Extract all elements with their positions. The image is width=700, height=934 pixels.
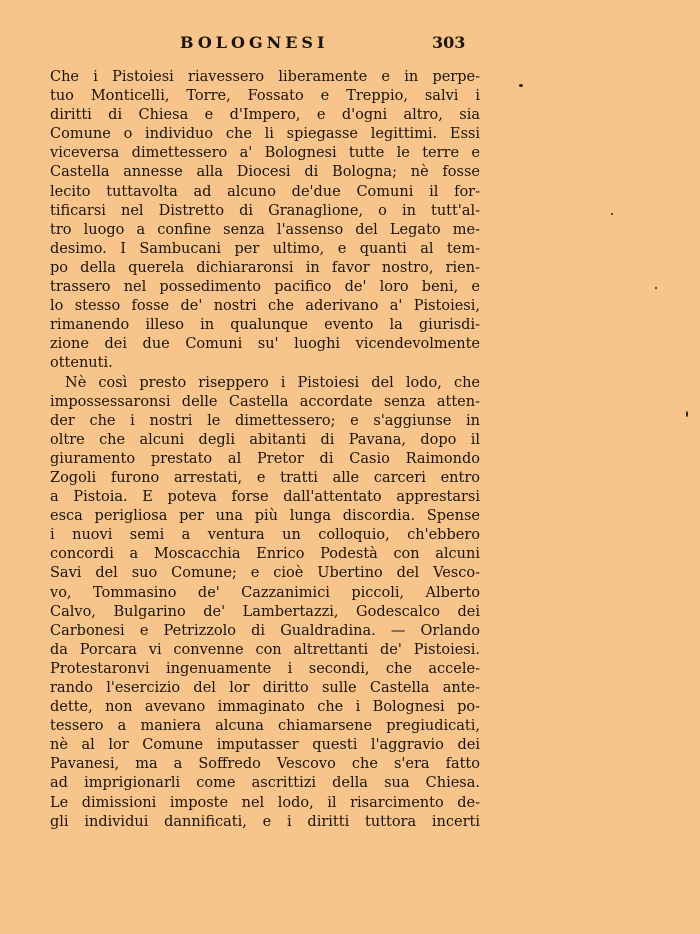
text-line: Pavanesi, ma a Soffredo Vescovo che s'era fatto: [50, 756, 480, 773]
text-line: lecito tuttavolta ad alcuno de'due Comuni il for-: [50, 183, 480, 200]
text-line: concordi a Moscacchia Enrico Podestà con alcuni: [50, 546, 480, 563]
text-line: tro luogo a confine senza l'assenso del Legato me-: [50, 221, 480, 238]
text-line: esca perigliosa per una più lunga discordia. Spense: [50, 508, 480, 525]
print-speck: [655, 287, 657, 289]
body-text: [50, 68, 480, 832]
text-line: Nè così presto riseppero i Pistoiesi del lodo, che: [65, 374, 480, 391]
text-line: Protestaronvi ingenuamente i secondi, che accele-: [50, 660, 480, 677]
text-line: rando l'esercizio del lor diritto sulle Castella ante-: [50, 680, 480, 696]
text-line: gli individui dannificati, e i diritti tuttora incerti: [50, 813, 480, 830]
text-line: giuramento prestato al Pretor di Casio Raimondo: [50, 450, 480, 467]
text-line: Zogoli furono arrestati, e tratti alle carceri entro: [50, 469, 480, 486]
text-line: tificarsi nel Distretto di Granaglione, o in tutt'al-: [50, 202, 480, 219]
text-line: Le dimissioni imposte nel lodo, il risarcimento de-: [50, 794, 480, 811]
text-line: a Pistoia. E poteva forse dall'attentato apprestarsi: [50, 489, 480, 506]
text-line: nè al lor Comune imputasser questi l'aggravio dei: [50, 737, 480, 754]
text-line: dette, non avevano immaginato che i Bolognesi po-: [50, 699, 480, 716]
text-line: ottenuti.: [50, 355, 113, 372]
text-line: Castella annesse alla Diocesi di Bologna; nè fosse: [50, 164, 480, 181]
text-line: lo stesso fosse de' nostri che aderivano a' Pistoiesi,: [50, 298, 480, 315]
page-number: 303: [432, 33, 466, 52]
text-line: viceversa dimettessero a' Bolognesi tutte le terre e: [50, 145, 480, 162]
print-speck: [519, 84, 523, 87]
paragraph: [50, 68, 480, 374]
paragraph: [50, 374, 480, 832]
text-line: Calvo, Bulgarino de' Lambertazzi, Godescalco dei: [50, 603, 480, 620]
text-line: Comune o individuo che li spiegasse legittimi. Essi: [50, 126, 480, 143]
print-speck: [686, 411, 688, 417]
text-line: diritti di Chiesa e d'Impero, e d'ogni altro, sia: [50, 107, 480, 124]
text-line: po della querela dichiararonsi in favor nostro, rien-: [50, 259, 480, 276]
text-line: trassero nel possedimento pacifico de' loro beni, e: [50, 279, 480, 296]
text-line: vo, Tommasino de' Cazzanimici piccoli, Alberto: [50, 584, 480, 601]
text-line: der che i nostri le dimettessero; e s'aggiunse in: [50, 412, 480, 429]
text-line: da Porcara vi convenne con altrettanti de' Pistoiesi.: [50, 641, 480, 658]
text-line: tessero a maniera alcuna chiamarsene pregiudicati,: [50, 718, 480, 735]
text-line: zione dei due Comuni su' luoghi vicendevolmente: [50, 336, 480, 353]
print-speck: [611, 213, 613, 215]
text-line: oltre che alcuni degli abitanti di Pavana, dopo il: [50, 431, 480, 448]
text-line: impossessaronsi delle Castella accordate senza atten-: [50, 393, 480, 410]
text-line: rimanendo illeso in qualunque evento la giurisdi-: [50, 317, 480, 334]
text-line: Che i Pistoiesi riavessero liberamente e in perpe-: [50, 69, 480, 85]
text-line: ad imprigionarli come ascrittizi della sua Chiesa.: [50, 775, 480, 792]
text-line: Carbonesi e Petrizzolo di Gualdradina. — Orlando: [50, 622, 480, 639]
text-line: desimo. I Sambucani per ultimo, e quanti al tem-: [50, 240, 480, 257]
text-line: tuo Monticelli, Torre, Fossato e Treppio, salvi i: [50, 88, 480, 105]
running-head: BOLOGNESI: [180, 33, 329, 52]
text-line: i nuovi semi a ventura un colloquio, ch'ebbero: [50, 527, 480, 544]
text-line: Savi del suo Comune; e cioè Ubertino del Vesco-: [50, 565, 480, 582]
